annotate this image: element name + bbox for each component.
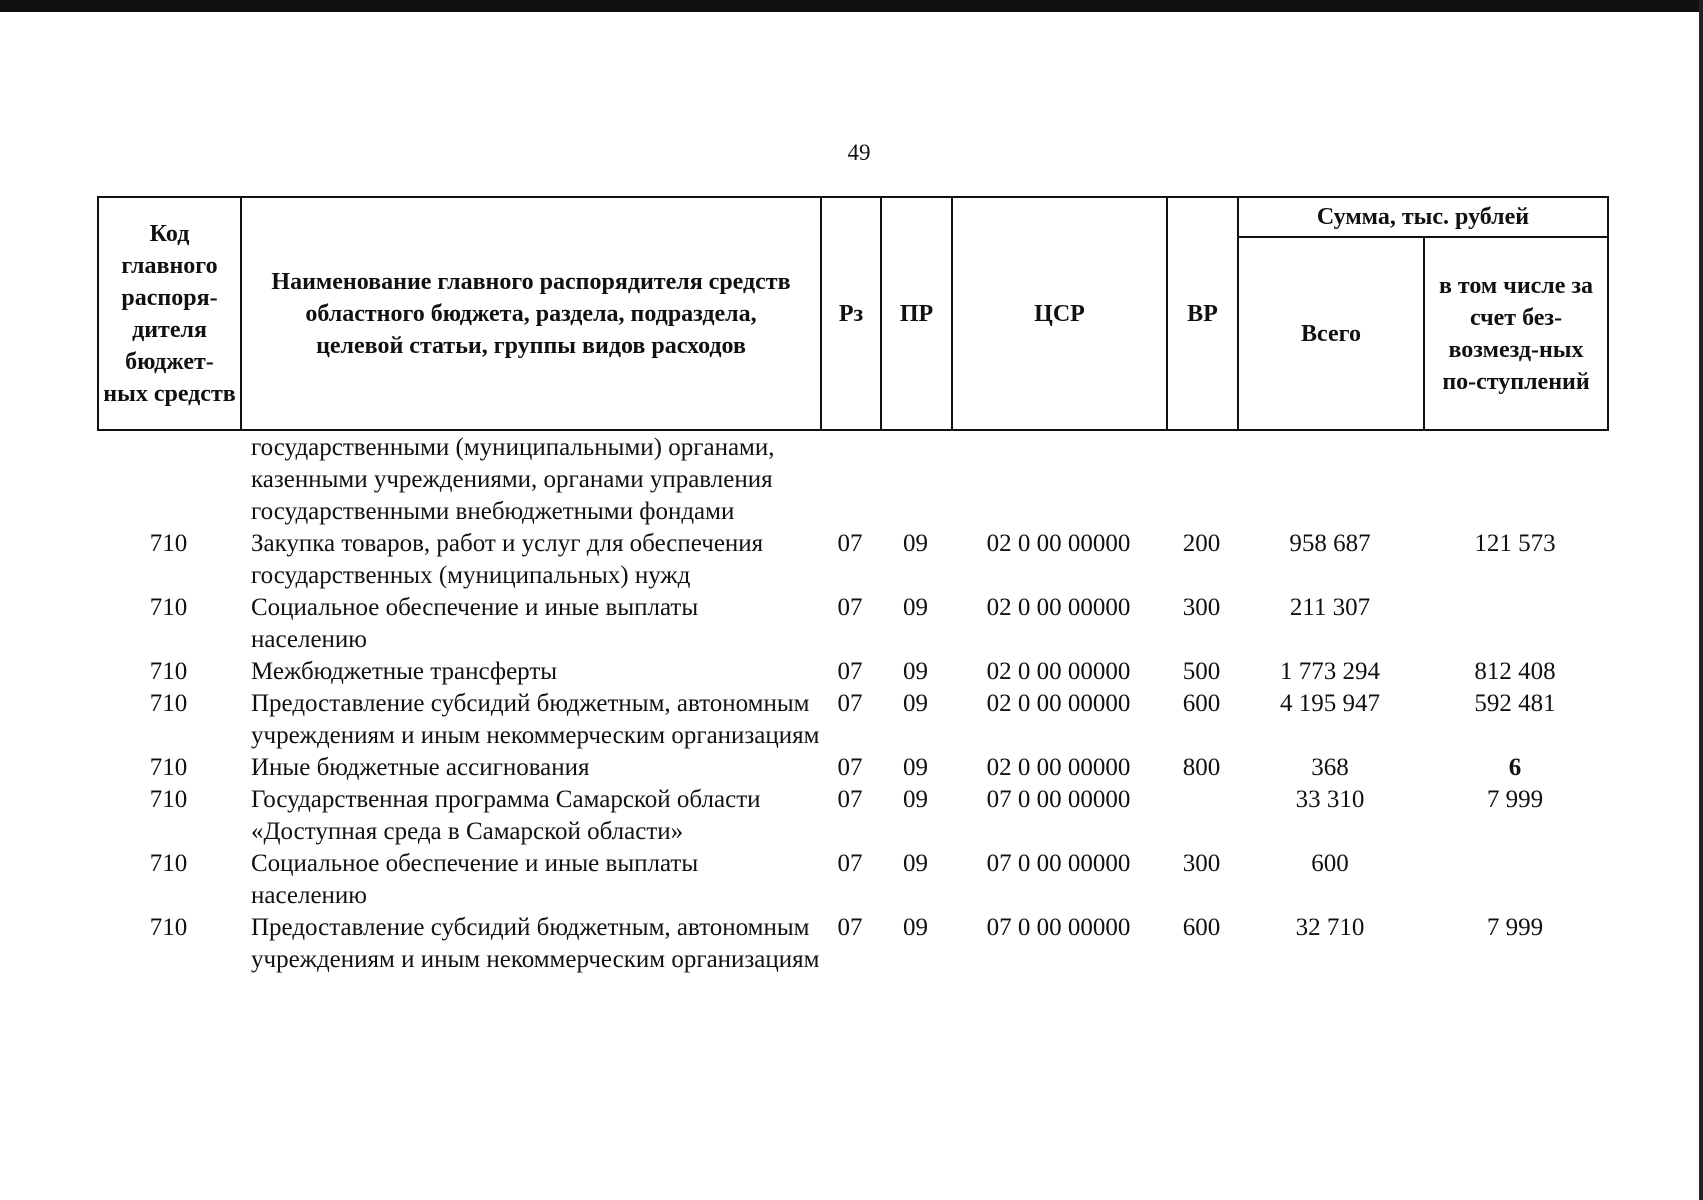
header-vr: ВР xyxy=(1167,197,1238,430)
cell-name: Иные бюджетные ассигнования xyxy=(251,754,590,781)
cell-name: Предоставление субсидий бюджетным, автономным учреждениям и иным некоммерческим организациям xyxy=(251,690,820,749)
table-row xyxy=(97,912,1607,976)
cell-name: Государственная программа Самарской области «Доступная среда в Самарской области» xyxy=(251,786,761,845)
cell-pr: 09 xyxy=(903,530,928,557)
cell-name: государственными (муниципальными) органами, казенными учреждениями, органами управления государственными внебюджетными фондами xyxy=(251,434,775,525)
cell-csr: 07 0 00 00000 xyxy=(986,786,1131,813)
cell-csr: 02 0 00 00000 xyxy=(986,530,1131,557)
header-total: Всего xyxy=(1238,237,1424,430)
page-top-border xyxy=(0,0,1703,12)
cell-free: 6 xyxy=(1508,754,1522,781)
table-row xyxy=(97,656,1607,688)
cell-rz: 07 xyxy=(837,914,863,941)
cell-rz: 07 xyxy=(837,594,863,621)
cell-total: 1 773 294 xyxy=(1280,658,1380,685)
cell-name: Межбюджетные трансферты xyxy=(251,658,558,685)
cell-pr: 09 xyxy=(903,658,928,685)
table-row xyxy=(97,848,1607,912)
cell-csr: 07 0 00 00000 xyxy=(986,914,1131,941)
cell-pr: 09 xyxy=(903,754,928,781)
cell-rz: 07 xyxy=(837,850,863,877)
cell-vr: 300 xyxy=(1182,850,1221,877)
cell-name: Закупка товаров, работ и услуг для обеспечения государственных (муниципальных) нужд xyxy=(251,530,764,589)
cell-rz: 07 xyxy=(837,658,863,685)
cell-vr: 200 xyxy=(1182,530,1221,557)
header-name: Наименование главного распорядителя средств областного бюджета, раздела, подраздела, целевой статьи, группы видов расходов xyxy=(241,197,821,430)
table-row xyxy=(97,432,1607,528)
cell-free: 7 999 xyxy=(1486,786,1544,813)
cell-csr: 07 0 00 00000 xyxy=(986,850,1131,877)
cell-free: 121 573 xyxy=(1474,530,1556,557)
table-row xyxy=(97,688,1607,752)
table-row xyxy=(97,752,1607,784)
cell-csr: 02 0 00 00000 xyxy=(986,690,1131,717)
cell-total: 33 310 xyxy=(1295,786,1365,813)
cell-total: 211 307 xyxy=(1289,594,1371,621)
cell-code: 710 xyxy=(149,690,188,717)
cell-vr: 600 xyxy=(1182,690,1221,717)
cell-rz: 07 xyxy=(837,786,863,813)
cell-pr: 09 xyxy=(903,850,928,877)
cell-rz: 07 xyxy=(837,690,863,717)
cell-rz: 07 xyxy=(837,530,863,557)
cell-code: 710 xyxy=(149,850,188,877)
cell-total: 958 687 xyxy=(1289,530,1371,557)
cell-code: 710 xyxy=(149,530,188,557)
cell-pr: 09 xyxy=(903,690,928,717)
cell-rz: 07 xyxy=(837,754,863,781)
cell-name: Предоставление субсидий бюджетным, автономным учреждениям и иным некоммерческим организациям xyxy=(251,914,820,973)
cell-free: 7 999 xyxy=(1486,914,1544,941)
cell-code: 710 xyxy=(149,594,188,621)
cell-total: 600 xyxy=(1311,850,1349,877)
table-row xyxy=(97,592,1607,656)
cell-code: 710 xyxy=(149,754,188,781)
cell-vr: 800 xyxy=(1182,754,1221,781)
cell-name: Социальное обеспечение и иные выплаты населению xyxy=(251,850,699,909)
cell-pr: 09 xyxy=(903,914,928,941)
cell-code: 710 xyxy=(149,786,188,813)
cell-vr: 300 xyxy=(1182,594,1221,621)
cell-free: 592 481 xyxy=(1474,690,1556,717)
header-free: в том числе за счет без-возмезд-ных по-ступлений xyxy=(1424,237,1608,430)
table-row xyxy=(97,784,1607,848)
cell-code: 710 xyxy=(149,914,188,941)
cell-csr: 02 0 00 00000 xyxy=(986,754,1131,781)
page-right-border xyxy=(1699,0,1703,1200)
header-pr: ПР xyxy=(881,197,952,430)
cell-vr: 600 xyxy=(1182,914,1221,941)
header-code: Код главного распоря-дителя бюджет-ных средств xyxy=(98,197,241,430)
cell-vr: 500 xyxy=(1182,658,1221,685)
header-csr: ЦСР xyxy=(952,197,1167,430)
table-header xyxy=(97,196,1609,431)
cell-pr: 09 xyxy=(903,786,928,813)
cell-pr: 09 xyxy=(903,594,928,621)
cell-free: 812 408 xyxy=(1474,658,1556,685)
table-body xyxy=(97,432,1607,976)
cell-csr: 02 0 00 00000 xyxy=(986,594,1131,621)
cell-csr: 02 0 00 00000 xyxy=(986,658,1131,685)
header-sum: Сумма, тыс. рублей xyxy=(1238,197,1608,237)
cell-total: 32 710 xyxy=(1295,914,1365,941)
cell-code: 710 xyxy=(149,658,188,685)
cell-name: Социальное обеспечение и иные выплаты населению xyxy=(251,594,699,653)
page-number: 49 xyxy=(847,140,871,165)
cell-total: 368 xyxy=(1311,754,1349,781)
header-rz: Рз xyxy=(821,197,881,430)
cell-total: 4 195 947 xyxy=(1280,690,1380,717)
table-row xyxy=(97,528,1607,592)
